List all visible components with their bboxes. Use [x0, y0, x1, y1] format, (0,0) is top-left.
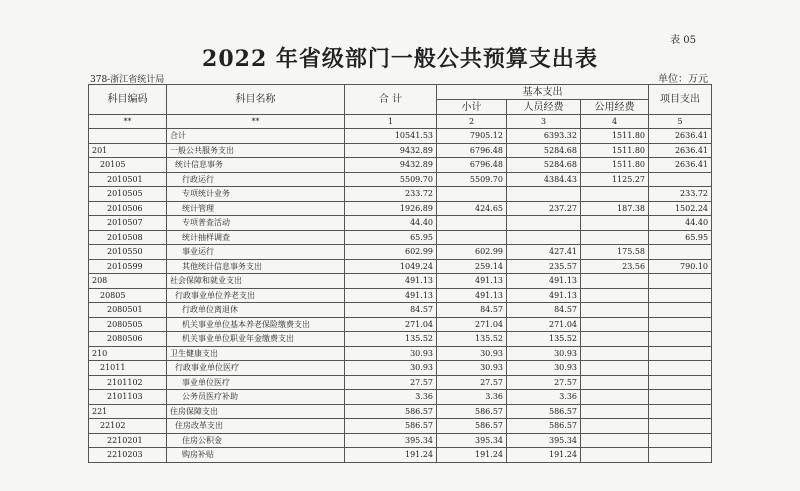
cell-project: 2636.41 [649, 129, 712, 144]
cell-project: 2636.41 [649, 158, 712, 173]
cell-code: 2210203 [89, 448, 167, 463]
cell-subtotal: 259.14 [437, 259, 507, 274]
cell-total: 9432.89 [345, 158, 437, 173]
cell-total: 3.36 [345, 390, 437, 405]
cell-project [649, 433, 712, 448]
cell-project: 44.40 [649, 216, 712, 231]
cell-subtotal: 586.57 [437, 404, 507, 419]
unit-label: 单位：万元 [658, 74, 708, 85]
cell-personnel: 191.24 [507, 448, 581, 463]
cell-project [649, 375, 712, 390]
cell-public: 1125.27 [581, 172, 649, 187]
cell-personnel: 4384.43 [507, 172, 581, 187]
cell-project: 65.95 [649, 230, 712, 245]
cell-code: 210 [89, 346, 167, 361]
department-label: 378-浙江省统计局 [90, 75, 165, 85]
cell-public [581, 375, 649, 390]
cell-total: 27.57 [345, 375, 437, 390]
column-header-basic: 基本支出 [437, 85, 649, 100]
cell-code: 208 [89, 274, 167, 289]
cell-public: 1511.80 [581, 143, 649, 158]
cell-personnel: 586.57 [507, 419, 581, 434]
cell-personnel: 491.13 [507, 288, 581, 303]
cell-subtotal: 30.93 [437, 346, 507, 361]
cell-subtotal: 7905.12 [437, 129, 507, 144]
table-row [89, 245, 712, 260]
cell-project [649, 390, 712, 405]
cell-name: 行政事业单位医疗 [167, 361, 345, 376]
cell-name: 其他统计信息事务支出 [167, 259, 345, 274]
cell-code: 221 [89, 404, 167, 419]
cell-code: 2080506 [89, 332, 167, 347]
cell-personnel: 491.13 [507, 274, 581, 289]
cell-name: 统计抽样调查 [167, 230, 345, 245]
cell-personnel [507, 216, 581, 231]
cell-personnel [507, 230, 581, 245]
cell-public [581, 230, 649, 245]
cell-project [649, 419, 712, 434]
cell-personnel: 84.57 [507, 303, 581, 318]
cell-project: 1502.24 [649, 201, 712, 216]
cell-code: 2080505 [89, 317, 167, 332]
cell-subtotal [437, 230, 507, 245]
cell-name: 行政事业单位养老支出 [167, 288, 345, 303]
cell-name: 行政单位离退休 [167, 303, 345, 318]
cell-project [649, 332, 712, 347]
cell-code: 20105 [89, 158, 167, 173]
cell-subtotal: 135.52 [437, 332, 507, 347]
table-row [89, 201, 712, 216]
cell-project: 233.72 [649, 187, 712, 202]
index-row [89, 115, 712, 129]
cell-code: 2010501 [89, 172, 167, 187]
cell-total: 30.93 [345, 361, 437, 376]
page-title: 2022 年省级部门一般公共预算支出表 [202, 46, 598, 72]
cell-total: 491.13 [345, 274, 437, 289]
cell-code: 2010505 [89, 187, 167, 202]
cell-name: 公务员医疗补助 [167, 390, 345, 405]
cell-project [649, 448, 712, 463]
cell-total: 65.95 [345, 230, 437, 245]
table-row [89, 404, 712, 419]
index-cell: 4 [581, 115, 649, 129]
cell-public [581, 274, 649, 289]
cell-code: 2010599 [89, 259, 167, 274]
cell-total: 84.57 [345, 303, 437, 318]
index-cell: 1 [345, 115, 437, 129]
cell-name: 统计信息事务 [167, 158, 345, 173]
index-cell: ** [89, 115, 167, 129]
table-row [89, 172, 712, 187]
cell-subtotal: 5509.70 [437, 172, 507, 187]
table-row [89, 230, 712, 245]
cell-name: 卫生健康支出 [167, 346, 345, 361]
cell-name: 统计管理 [167, 201, 345, 216]
cell-project [649, 317, 712, 332]
cell-subtotal: 6796.48 [437, 158, 507, 173]
cell-public [581, 390, 649, 405]
cell-personnel: 30.93 [507, 361, 581, 376]
column-header-code: 科目编码 [89, 85, 167, 115]
cell-public [581, 448, 649, 463]
table-row [89, 390, 712, 405]
cell-public [581, 419, 649, 434]
cell-code: 2101102 [89, 375, 167, 390]
cell-personnel: 427.41 [507, 245, 581, 260]
index-cell: 3 [507, 115, 581, 129]
cell-name: 社会保障和就业支出 [167, 274, 345, 289]
cell-total: 491.13 [345, 288, 437, 303]
table-row [89, 375, 712, 390]
index-cell: 5 [649, 115, 712, 129]
cell-code: 2010508 [89, 230, 167, 245]
cell-total: 271.04 [345, 317, 437, 332]
cell-name: 专项普查活动 [167, 216, 345, 231]
cell-total: 30.93 [345, 346, 437, 361]
cell-project [649, 303, 712, 318]
cell-code: 2010507 [89, 216, 167, 231]
cell-code: 2080501 [89, 303, 167, 318]
index-cell: 2 [437, 115, 507, 129]
cell-name: 住房公积金 [167, 433, 345, 448]
column-header-subtotal: 小计 [437, 100, 507, 115]
cell-public [581, 303, 649, 318]
cell-personnel: 237.27 [507, 201, 581, 216]
cell-code: 2010506 [89, 201, 167, 216]
cell-public [581, 288, 649, 303]
cell-subtotal: 491.13 [437, 288, 507, 303]
cell-subtotal [437, 187, 507, 202]
cell-personnel: 5284.68 [507, 143, 581, 158]
budget-table [88, 84, 712, 463]
cell-public [581, 187, 649, 202]
cell-total: 233.72 [345, 187, 437, 202]
column-header-total: 合 计 [345, 85, 437, 115]
cell-code: 22102 [89, 419, 167, 434]
cell-subtotal [437, 216, 507, 231]
cell-name: 行政运行 [167, 172, 345, 187]
cell-name: 合计 [167, 129, 345, 144]
cell-total: 602.99 [345, 245, 437, 260]
cell-public: 175.58 [581, 245, 649, 260]
cell-project [649, 361, 712, 376]
table-row [89, 419, 712, 434]
cell-personnel: 395.34 [507, 433, 581, 448]
cell-personnel: 271.04 [507, 317, 581, 332]
cell-personnel: 3.36 [507, 390, 581, 405]
cell-subtotal: 6796.48 [437, 143, 507, 158]
cell-total: 5509.70 [345, 172, 437, 187]
cell-name: 专项统计业务 [167, 187, 345, 202]
table-row [89, 274, 712, 289]
column-header-personnel: 人员经费 [507, 100, 581, 115]
cell-project [649, 346, 712, 361]
cell-project [649, 172, 712, 187]
cell-subtotal: 395.34 [437, 433, 507, 448]
cell-personnel: 586.57 [507, 404, 581, 419]
table-row [89, 303, 712, 318]
table-row [89, 158, 712, 173]
cell-project: 790.10 [649, 259, 712, 274]
cell-code: 2101103 [89, 390, 167, 405]
cell-project: 2636.41 [649, 143, 712, 158]
table-row [89, 433, 712, 448]
cell-public [581, 361, 649, 376]
table-row [89, 317, 712, 332]
cell-subtotal: 84.57 [437, 303, 507, 318]
cell-name: 购房补贴 [167, 448, 345, 463]
cell-public [581, 317, 649, 332]
table-row [89, 129, 712, 144]
cell-subtotal: 3.36 [437, 390, 507, 405]
cell-name: 住房改革支出 [167, 419, 345, 434]
cell-project [649, 274, 712, 289]
cell-code: 2210201 [89, 433, 167, 448]
table-row [89, 187, 712, 202]
cell-subtotal: 30.93 [437, 361, 507, 376]
cell-project [649, 288, 712, 303]
cell-project [649, 245, 712, 260]
cell-code [89, 129, 167, 144]
cell-subtotal: 191.24 [437, 448, 507, 463]
table-number: 表 05 [670, 35, 696, 46]
cell-code: 21011 [89, 361, 167, 376]
cell-public: 187.38 [581, 201, 649, 216]
cell-total: 135.52 [345, 332, 437, 347]
cell-total: 1926.89 [345, 201, 437, 216]
column-header-name: 科目名称 [167, 85, 345, 115]
cell-public [581, 404, 649, 419]
cell-public: 1511.80 [581, 129, 649, 144]
cell-project [649, 404, 712, 419]
cell-total: 395.34 [345, 433, 437, 448]
cell-public [581, 433, 649, 448]
table-row [89, 216, 712, 231]
cell-public: 23.56 [581, 259, 649, 274]
index-cell: ** [167, 115, 345, 129]
cell-public [581, 346, 649, 361]
cell-subtotal: 491.13 [437, 274, 507, 289]
cell-personnel: 135.52 [507, 332, 581, 347]
cell-total: 44.40 [345, 216, 437, 231]
cell-name: 事业运行 [167, 245, 345, 260]
cell-total: 586.57 [345, 419, 437, 434]
cell-personnel: 6393.32 [507, 129, 581, 144]
cell-total: 10541.53 [345, 129, 437, 144]
cell-code: 201 [89, 143, 167, 158]
table-row [89, 259, 712, 274]
cell-name: 机关事业单位基本养老保险缴费支出 [167, 317, 345, 332]
cell-subtotal: 271.04 [437, 317, 507, 332]
column-header-project: 项目支出 [649, 85, 712, 115]
table-row [89, 361, 712, 376]
cell-personnel [507, 187, 581, 202]
cell-public [581, 332, 649, 347]
cell-personnel: 27.57 [507, 375, 581, 390]
cell-subtotal: 602.99 [437, 245, 507, 260]
table-row [89, 448, 712, 463]
cell-public: 1511.80 [581, 158, 649, 173]
cell-total: 191.24 [345, 448, 437, 463]
cell-personnel: 5284.68 [507, 158, 581, 173]
column-header-public: 公用经费 [581, 100, 649, 115]
cell-personnel: 30.93 [507, 346, 581, 361]
table-row [89, 143, 712, 158]
cell-total: 9432.89 [345, 143, 437, 158]
cell-subtotal: 586.57 [437, 419, 507, 434]
cell-public [581, 216, 649, 231]
table-row [89, 288, 712, 303]
table-row [89, 332, 712, 347]
cell-name: 住房保障支出 [167, 404, 345, 419]
table-row [89, 346, 712, 361]
cell-subtotal: 27.57 [437, 375, 507, 390]
cell-total: 586.57 [345, 404, 437, 419]
cell-name: 一般公共服务支出 [167, 143, 345, 158]
cell-code: 2010550 [89, 245, 167, 260]
cell-name: 机关事业单位职业年金缴费支出 [167, 332, 345, 347]
cell-personnel: 235.57 [507, 259, 581, 274]
cell-name: 事业单位医疗 [167, 375, 345, 390]
cell-total: 1049.24 [345, 259, 437, 274]
cell-code: 20805 [89, 288, 167, 303]
cell-subtotal: 424.65 [437, 201, 507, 216]
